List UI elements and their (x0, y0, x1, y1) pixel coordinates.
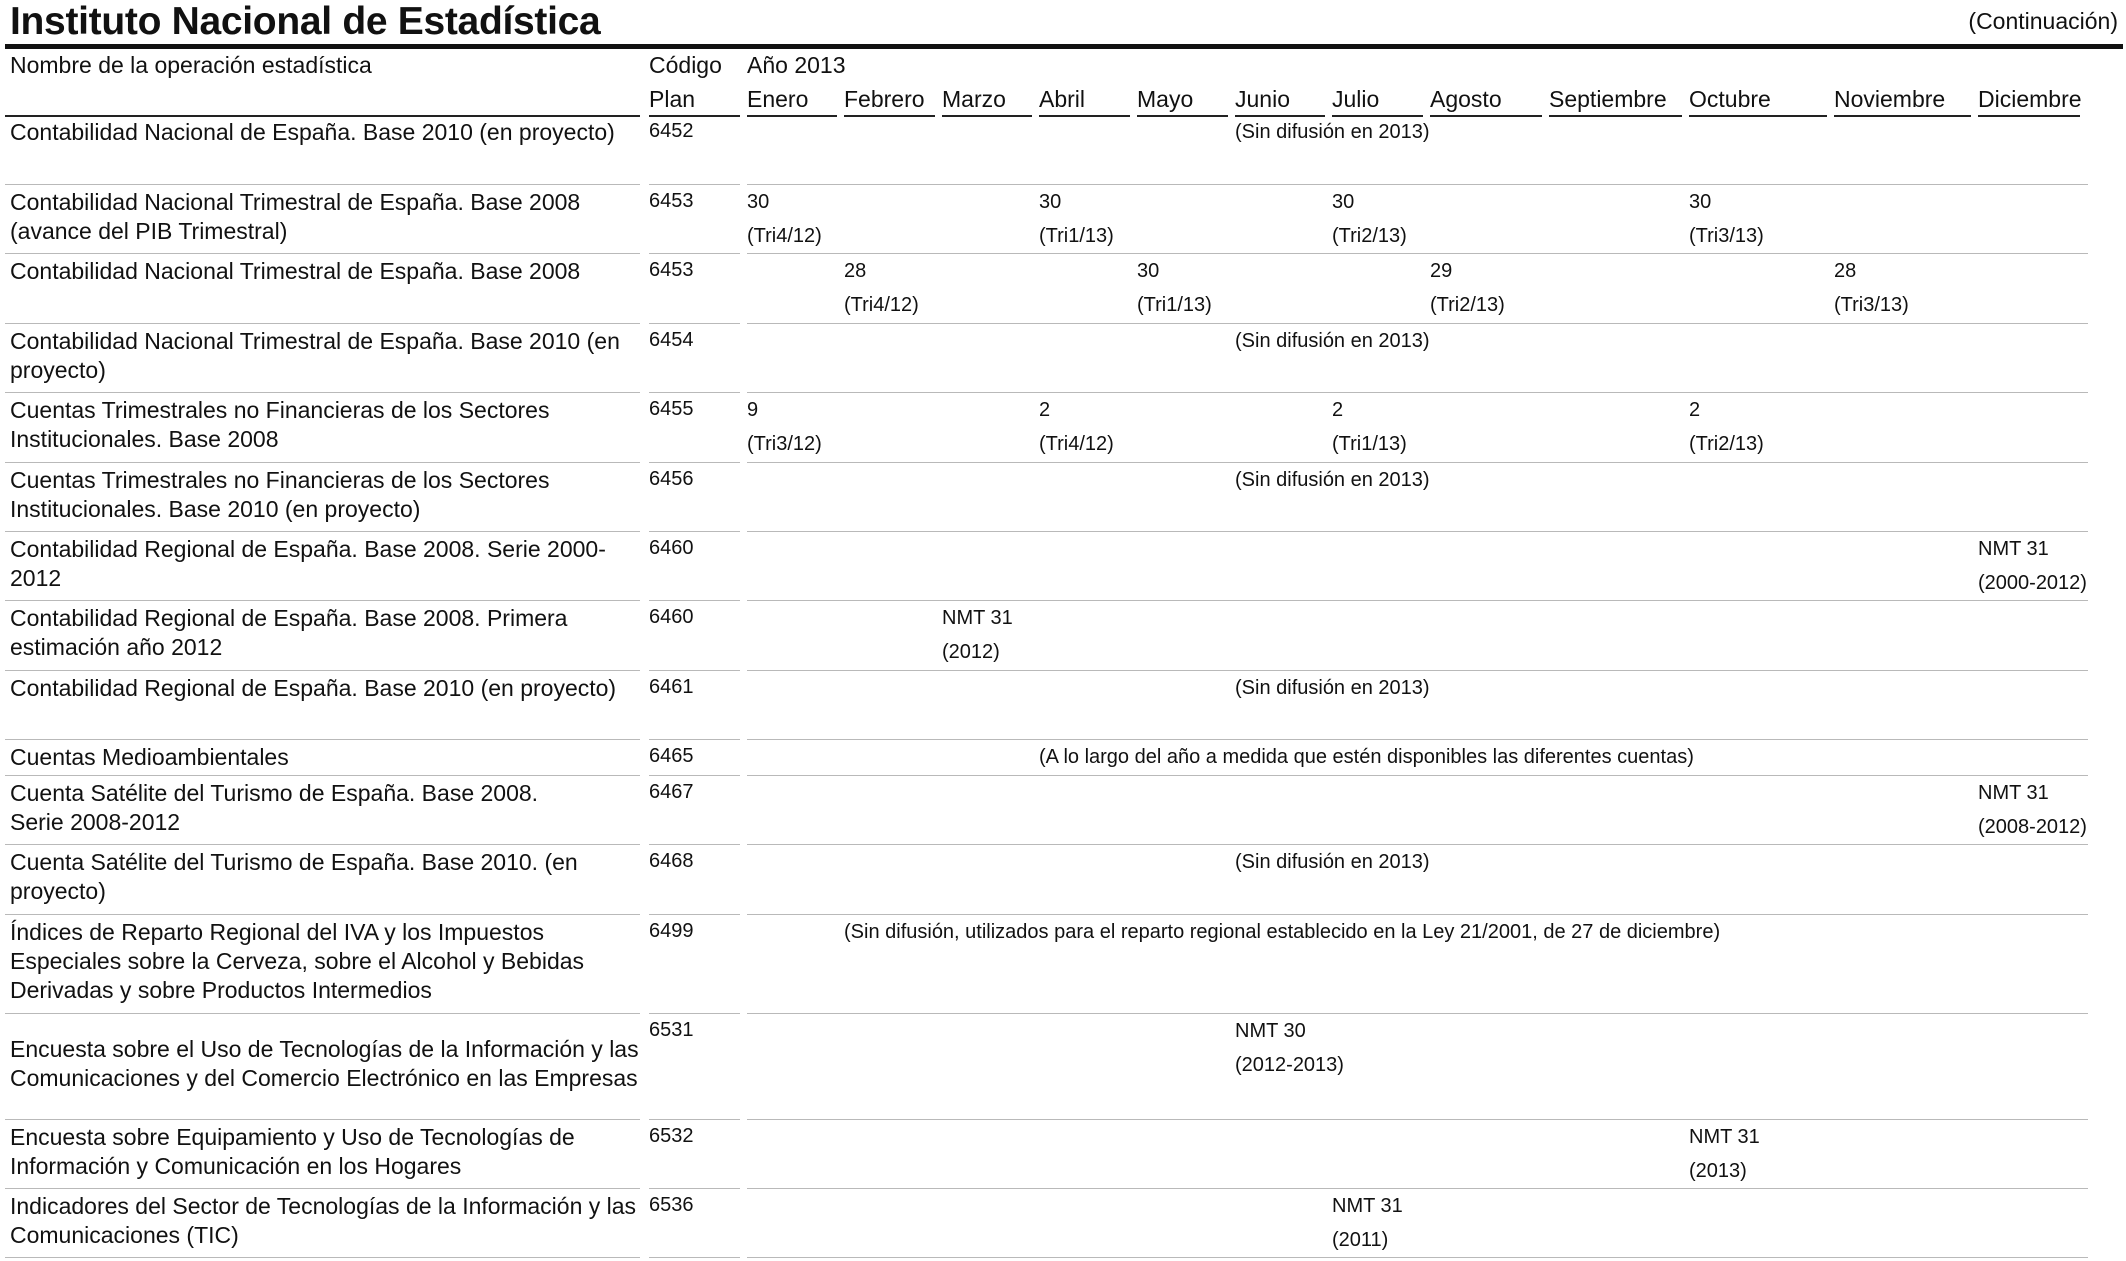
operation-name: Cuentas Trimestrales no Financieras de los Sectores Institucionales. Base 2008 (10, 397, 550, 452)
row-divider (1235, 1119, 1333, 1120)
row-divider (1549, 184, 1690, 185)
row-divider (747, 739, 845, 740)
plan-code: 6468 (649, 850, 694, 872)
row-divider (1978, 392, 2088, 393)
row-divider (1039, 844, 1138, 845)
row-divider (5, 670, 640, 671)
release-note: (Sin difusión, utilizados para el reparto regional establecido en la Ley 21/2001, de 27 de diciembre) (844, 921, 1721, 943)
row-divider (844, 1188, 943, 1189)
code-column-header-line1: Código (649, 52, 722, 78)
plan-code: 6499 (649, 920, 694, 942)
release-note: (Sin difusión en 2013) (1235, 677, 1430, 699)
row-divider (1430, 1257, 1550, 1258)
row-divider (1039, 531, 1138, 532)
release-period: (Tri4/12) (844, 294, 919, 316)
row-divider (649, 844, 740, 845)
header-underline (1549, 115, 1682, 117)
header-underline (5, 115, 640, 117)
month-header-octubre: Octubre (1689, 86, 1771, 112)
row-divider (1332, 1257, 1431, 1258)
row-divider (1235, 1257, 1333, 1258)
row-divider (1834, 323, 1979, 324)
row-divider (649, 600, 740, 601)
plan-code: 6453 (649, 259, 694, 281)
row-divider (1834, 914, 1979, 915)
release-period: (Tri4/12) (1039, 433, 1114, 455)
row-divider (1834, 844, 1979, 845)
row-divider (844, 392, 943, 393)
plan-code: 6452 (649, 120, 694, 142)
row-divider (1039, 1119, 1138, 1120)
row-divider (1137, 775, 1236, 776)
row-divider (1549, 1257, 1690, 1258)
row-divider (1549, 1119, 1690, 1120)
row-divider (1137, 844, 1236, 845)
row-divider (747, 600, 845, 601)
row-divider (1332, 392, 1431, 393)
row-divider (1430, 775, 1550, 776)
release-period: (2000-2012) (1978, 572, 2087, 594)
row-divider (844, 775, 943, 776)
row-divider (5, 914, 640, 915)
row-divider (1834, 462, 1979, 463)
operation-name: Índices de Reparto Regional del IVA y los Impuestos Especiales sobre la Cerveza, sobre el Alcohol y Bebidas Derivadas y sobre Productos Intermedios (10, 919, 585, 1003)
row-divider (649, 1119, 740, 1120)
plan-code: 6455 (649, 398, 694, 420)
row-divider (1834, 1013, 1979, 1014)
row-divider (844, 323, 943, 324)
release-day: NMT 31 (1978, 782, 2049, 804)
row-divider (1430, 531, 1550, 532)
row-divider (747, 914, 845, 915)
header-underline (747, 115, 837, 117)
year-column-header: Año 2013 (747, 52, 846, 78)
release-period: (Tri1/13) (1039, 225, 1114, 247)
row-divider (1039, 253, 1138, 254)
row-divider (1039, 462, 1138, 463)
plan-code: 6460 (649, 537, 694, 559)
header-underline (649, 115, 740, 117)
row-divider (1834, 670, 1979, 671)
release-note: (Sin difusión en 2013) (1235, 121, 1430, 143)
row-divider (1430, 392, 1550, 393)
operation-name: Contabilidad Nacional Trimestral de España. Base 2010 (en proyecto) (10, 328, 620, 383)
row-divider (1332, 600, 1431, 601)
row-divider (1689, 844, 1835, 845)
row-divider (1430, 844, 1550, 845)
row-divider (1834, 775, 1979, 776)
row-divider (1689, 1188, 1835, 1189)
row-divider (1235, 253, 1333, 254)
header-underline (844, 115, 935, 117)
row-divider (942, 1257, 1040, 1258)
row-divider (1978, 1257, 2088, 1258)
operation-name: Cuentas Trimestrales no Financieras de los Sectores Institucionales. Base 2010 (en proyecto) (10, 467, 550, 522)
code-column-header-line2: Plan (649, 86, 696, 112)
release-period: (2012) (942, 641, 1000, 663)
row-divider (1689, 1257, 1835, 1258)
row-divider (1235, 1188, 1333, 1189)
row-divider (942, 1013, 1040, 1014)
row-divider (942, 670, 1040, 671)
release-day: 9 (747, 399, 759, 421)
row-divider (649, 1257, 740, 1258)
row-divider (649, 775, 740, 776)
row-divider (1137, 670, 1236, 671)
operation-name: Contabilidad Nacional Trimestral de España. Base 2008 (10, 258, 581, 284)
row-divider (1549, 600, 1690, 601)
row-divider (1978, 600, 2088, 601)
month-header-junio: Junio (1235, 86, 1290, 112)
row-divider (1235, 392, 1333, 393)
release-period: (Tri1/13) (1332, 433, 1407, 455)
row-divider (1549, 253, 1690, 254)
row-divider (649, 323, 740, 324)
row-divider (5, 844, 640, 845)
release-day: 2 (1689, 399, 1701, 421)
row-divider (649, 1188, 740, 1189)
row-divider (1137, 1257, 1236, 1258)
month-header-febrero: Febrero (844, 86, 925, 112)
header-underline (1978, 115, 2080, 117)
plan-code: 6465 (649, 745, 694, 767)
row-divider (1549, 775, 1690, 776)
row-divider (1549, 1188, 1690, 1189)
row-divider (1137, 531, 1236, 532)
row-divider (1039, 775, 1138, 776)
release-day: 30 (747, 191, 770, 213)
row-divider (1689, 1013, 1835, 1014)
release-note: (A lo largo del año a medida que estén disponibles las diferentes cuentas) (1039, 746, 1694, 768)
row-divider (1039, 1188, 1138, 1189)
row-divider (1430, 1188, 1550, 1189)
row-divider (747, 462, 845, 463)
row-divider (844, 462, 943, 463)
row-divider (1235, 775, 1333, 776)
row-divider (1235, 531, 1333, 532)
row-divider (942, 844, 1040, 845)
row-divider (649, 184, 740, 185)
month-header-noviembre: Noviembre (1834, 86, 1946, 112)
row-divider (942, 775, 1040, 776)
operation-name: Contabilidad Regional de España. Base 2010 (en proyecto) (10, 675, 617, 701)
month-header-marzo: Marzo (942, 86, 1006, 112)
row-divider (5, 600, 640, 601)
release-day: NMT 31 (1332, 1195, 1403, 1217)
release-period: (Tri4/12) (747, 225, 822, 247)
row-divider (1549, 1013, 1690, 1014)
row-divider (844, 1257, 943, 1258)
release-note: (Sin difusión en 2013) (1235, 469, 1430, 491)
release-day: 2 (1039, 399, 1051, 421)
row-divider (5, 775, 640, 776)
row-divider (1834, 1119, 1979, 1120)
release-period: (2008-2012) (1978, 816, 2087, 838)
row-divider (5, 739, 640, 740)
plan-code: 6454 (649, 329, 694, 351)
institute-title: Instituto Nacional de Estadística (10, 0, 601, 43)
row-divider (1039, 600, 1138, 601)
release-period: (Tri2/13) (1430, 294, 1505, 316)
row-divider (1332, 775, 1431, 776)
row-divider (1689, 462, 1835, 463)
header-underline (1430, 115, 1542, 117)
row-divider (1137, 323, 1236, 324)
row-divider (1039, 392, 1138, 393)
release-period: (2012-2013) (1235, 1054, 1344, 1076)
row-divider (1430, 462, 1550, 463)
row-divider (1549, 844, 1690, 845)
plan-code: 6460 (649, 606, 694, 628)
row-divider (1430, 1013, 1550, 1014)
row-divider (649, 670, 740, 671)
plan-code: 6461 (649, 676, 694, 698)
row-divider (1978, 739, 2088, 740)
row-divider (1689, 600, 1835, 601)
release-period: (2011) (1332, 1229, 1389, 1251)
release-period: (2013) (1689, 1160, 1747, 1182)
row-divider (1978, 670, 2088, 671)
row-divider (5, 392, 640, 393)
row-divider (844, 670, 943, 671)
row-divider (747, 1013, 845, 1014)
operation-name: Cuentas Medioambientales (10, 744, 289, 770)
row-divider (1549, 670, 1690, 671)
release-period: (Tri3/13) (1834, 294, 1909, 316)
row-divider (1235, 184, 1333, 185)
row-divider (649, 253, 740, 254)
row-divider (747, 1188, 845, 1189)
row-divider (5, 531, 640, 532)
row-divider (1549, 531, 1690, 532)
row-divider (1039, 1257, 1138, 1258)
row-divider (1549, 392, 1690, 393)
operation-name: Contabilidad Nacional de España. Base 2010 (en proyecto) (10, 119, 615, 145)
row-divider (1834, 1257, 1979, 1258)
row-divider (1978, 1188, 2088, 1189)
plan-code: 6453 (649, 190, 694, 212)
release-day: 28 (1834, 260, 1857, 282)
release-day: NMT 30 (1235, 1020, 1306, 1042)
row-divider (942, 739, 1040, 740)
row-divider (1137, 1013, 1236, 1014)
row-divider (942, 1119, 1040, 1120)
release-day: 29 (1430, 260, 1453, 282)
release-day: 30 (1137, 260, 1160, 282)
month-header-julio: Julio (1332, 86, 1380, 112)
row-divider (1689, 531, 1835, 532)
row-divider (1834, 739, 1979, 740)
header-underline (1039, 115, 1130, 117)
row-divider (1332, 531, 1431, 532)
release-day: 28 (844, 260, 867, 282)
row-divider (1137, 184, 1236, 185)
release-day: NMT 31 (1689, 1126, 1760, 1148)
row-divider (942, 531, 1040, 532)
row-divider (1137, 600, 1236, 601)
row-divider (942, 323, 1040, 324)
row-divider (5, 253, 640, 254)
operation-name: Indicadores del Sector de Tecnologías de la Información y las Comunicaciones (TIC) (10, 1193, 637, 1248)
row-divider (1689, 392, 1835, 393)
row-divider (1549, 462, 1690, 463)
month-header-septiembre: Septiembre (1549, 86, 1667, 112)
operation-column-header: Nombre de la operación estadística (10, 52, 372, 78)
row-divider (1430, 670, 1550, 671)
operation-name: Encuesta sobre Equipamiento y Uso de Tecnologías de Información y Comunicación en los Hogares (10, 1124, 575, 1179)
row-divider (649, 914, 740, 915)
row-divider (1834, 531, 1979, 532)
row-divider (1978, 184, 2088, 185)
operation-name: Contabilidad Nacional Trimestral de España. Base 2008 (avance del PIB Trimestral) (10, 189, 581, 244)
row-divider (1834, 1188, 1979, 1189)
row-divider (1834, 184, 1979, 185)
row-divider (1689, 775, 1835, 776)
row-divider (649, 739, 740, 740)
plan-code: 6536 (649, 1194, 694, 1216)
row-divider (5, 1188, 640, 1189)
row-divider (1137, 392, 1236, 393)
row-divider (1039, 323, 1138, 324)
header-underline (1689, 115, 1827, 117)
row-divider (1137, 462, 1236, 463)
row-divider (1978, 253, 2088, 254)
row-divider (844, 184, 943, 185)
row-divider (1430, 1119, 1550, 1120)
release-period: (Tri2/13) (1689, 433, 1764, 455)
row-divider (844, 531, 943, 532)
operation-name: Cuenta Satélite del Turismo de España. Base 2010. (en proyecto) (10, 849, 578, 904)
operation-name: Cuenta Satélite del Turismo de España. Base 2008. Serie 2008-2012 (10, 780, 539, 835)
operation-name: Contabilidad Regional de España. Base 2008. Serie 2000-2012 (10, 536, 606, 591)
row-divider (1235, 600, 1333, 601)
operation-name: Encuesta sobre el Uso de Tecnologías de la Información y las Comunicaciones y del Comercio Electrónico en las Empresas (10, 1036, 639, 1091)
row-divider (1978, 844, 2088, 845)
row-divider (747, 392, 845, 393)
month-header-enero: Enero (747, 86, 809, 112)
release-period: (Tri1/13) (1137, 294, 1212, 316)
release-period: (Tri3/13) (1689, 225, 1764, 247)
row-divider (1978, 462, 2088, 463)
row-divider (1137, 1119, 1236, 1120)
plan-code: 6532 (649, 1125, 694, 1147)
row-divider (1549, 323, 1690, 324)
row-divider (1978, 1013, 2088, 1014)
row-divider (1039, 1013, 1138, 1014)
release-day: NMT 31 (942, 607, 1013, 629)
release-period: (Tri2/13) (1332, 225, 1407, 247)
release-note: (Sin difusión en 2013) (1235, 851, 1430, 873)
row-divider (1689, 670, 1835, 671)
header-underline (1834, 115, 1971, 117)
row-divider (747, 1119, 845, 1120)
plan-code: 6456 (649, 468, 694, 490)
row-divider (5, 1013, 640, 1014)
plan-code: 6531 (649, 1019, 694, 1041)
row-divider (844, 844, 943, 845)
row-divider (1137, 1188, 1236, 1189)
row-divider (5, 1119, 640, 1120)
row-divider (1689, 323, 1835, 324)
row-divider (649, 531, 740, 532)
row-divider (1978, 914, 2088, 915)
row-divider (5, 184, 640, 185)
month-header-diciembre: Diciembre (1978, 86, 2082, 112)
row-divider (844, 600, 943, 601)
row-divider (1039, 670, 1138, 671)
row-divider (942, 392, 1040, 393)
row-divider (747, 253, 845, 254)
release-day: 30 (1689, 191, 1712, 213)
row-divider (747, 1257, 845, 1258)
row-divider (1430, 600, 1550, 601)
row-divider (844, 1119, 943, 1120)
month-header-agosto: Agosto (1430, 86, 1502, 112)
row-divider (747, 844, 845, 845)
row-divider (1332, 253, 1431, 254)
row-divider (747, 775, 845, 776)
row-divider (1834, 600, 1979, 601)
row-divider (1689, 739, 1835, 740)
row-divider (1332, 1119, 1431, 1120)
top-rule (5, 44, 2123, 49)
row-divider (942, 253, 1040, 254)
row-divider (5, 1257, 640, 1258)
release-day: 30 (1039, 191, 1062, 213)
row-divider (5, 462, 640, 463)
month-header-abril: Abril (1039, 86, 1086, 112)
row-divider (747, 531, 845, 532)
row-divider (747, 323, 845, 324)
release-day: 2 (1332, 399, 1344, 421)
release-day: NMT 31 (1978, 538, 2049, 560)
row-divider (942, 462, 1040, 463)
release-period: (Tri3/12) (747, 433, 822, 455)
row-divider (747, 670, 845, 671)
row-divider (1689, 253, 1835, 254)
header-underline (942, 115, 1032, 117)
month-header-mayo: Mayo (1137, 86, 1194, 112)
row-divider (5, 323, 640, 324)
plan-code: 6467 (649, 781, 694, 803)
row-divider (649, 462, 740, 463)
continuation-label: (Continuación) (1968, 8, 2118, 34)
row-divider (844, 739, 943, 740)
row-divider (1430, 184, 1550, 185)
row-divider (844, 1013, 943, 1014)
operation-name: Contabilidad Regional de España. Base 2008. Primera estimación año 2012 (10, 605, 568, 660)
row-divider (1430, 323, 1550, 324)
release-day: 30 (1332, 191, 1355, 213)
header-underline (1137, 115, 1228, 117)
row-divider (1834, 392, 1979, 393)
row-divider (649, 1013, 740, 1014)
row-divider (649, 392, 740, 393)
row-divider (1978, 323, 2088, 324)
release-note: (Sin difusión en 2013) (1235, 330, 1430, 352)
row-divider (1978, 1119, 2088, 1120)
row-divider (942, 184, 1040, 185)
row-divider (942, 1188, 1040, 1189)
row-divider (1332, 1013, 1431, 1014)
